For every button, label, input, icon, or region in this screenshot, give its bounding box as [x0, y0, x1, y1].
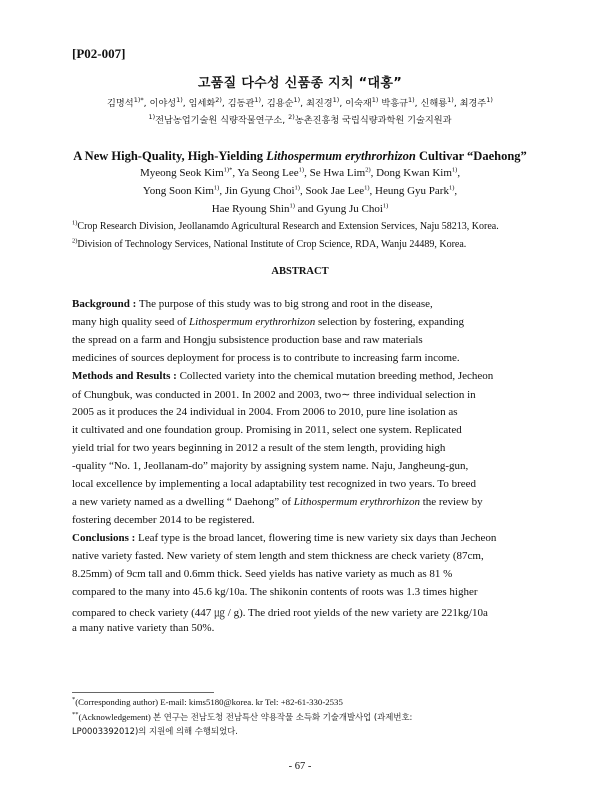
footnote-acknowledgement: **(Acknowledgement) 본 연구는 전남도청 전남특산 약용작물 소득화 기술개발사업 (과제번호: — [72, 711, 413, 722]
abstract-line: Methods and Results : Collected variety into the chemical mutation breeding method, Jecheon — [72, 370, 494, 382]
korean-affiliation: $^{1)}$전남농업기술원 식량작물연구소, $^{2)}$농촌진흥청 국립식량과학원 기술지원과 — [148, 112, 452, 126]
footnote-divider — [72, 692, 214, 693]
abstract-line: Conclusions : Leaf type is the broad lancet, flowering time is new variety six days than Jecheon — [72, 532, 497, 544]
abstract-line: a new variety named as a dwelling “ Daehong” of Lithospermum erythrorhizon the review by — [72, 496, 483, 508]
authors-line-2: Yong Soon Kim$^{1)}$, Jin Gyung Choi$^{1)}$, Sook Jae Lee$^{1)}$, Heung Gyu Park$^{1)}$, — [142, 184, 458, 197]
footnote-corresponding: *(Corresponding author) E-mail: kims5180@korea. kr Tel: +82-61-330-2535 — [72, 696, 343, 707]
title-species: Lithospermum erythrorhizon — [266, 149, 416, 163]
authors-line-3: Hae Ryoung Shin$^{1)}$ and Gyung Ju Choi$^{1)}$ — [211, 202, 389, 215]
abstract-line: medicines of sources deployment for process is to contribute to increasing farm income. — [72, 352, 460, 364]
english-title — [0, 149, 600, 164]
background-label: Background : — [72, 298, 137, 310]
abstract-line: it cultivated and one foundation group. Promising in 2011, select one system. Replicated — [72, 424, 462, 436]
abstract-line: yield trial for two years beginning in 2012 a result of the stem length, providing high — [72, 442, 446, 454]
abstract-line: -quality “No. 1, Jeollanam-do” majority by assigning system name. Naju, Jangheung-gun, — [72, 460, 469, 472]
abstract-heading: ABSTRACT — [271, 266, 329, 277]
abstract-line: many high quality seed of Lithospermum erythrorhizon selection by fostering, expanding — [72, 316, 465, 328]
abstract-line: Background : The purpose of this study was to big strong and root in the disease, — [72, 298, 433, 310]
conclusions-label: Conclusions : — [72, 532, 136, 544]
title-cultivar: Cultivar “Daehong” — [415, 149, 527, 163]
footnote-acknowledgement-cont: LP0003392012)의 지원에 의해 수행되었다. — [72, 726, 238, 736]
affiliation-2: $^{2)}$Division of Technology Services, National Institute of Crop Science, RDA, Wanju 24489, Korea. — [72, 237, 467, 250]
abstract-line: a many native variety than 50%. — [72, 622, 215, 634]
abstract-line: fostering december 2014 to be registered. — [72, 514, 255, 526]
affiliation-1: $^{1)}$Crop Research Division, Jeollanamdo Agricultural Research and Extension Services, Naju 58213, Korea. — [72, 219, 499, 232]
abstract-line: native variety fasted. New variety of stem length and stem thickness are check variety (87cm, — [72, 550, 484, 562]
korean-authors: 김명석$^{1)*}$, 이야성$^{1)}$, 임세화$^{2)}$, 김동관$^{1)}$, 김용순$^{1)}$, 최진경$^{1)}$, 이숙재$^{1)}$ 박흥규$^{1)}$, 신해룡$^{1)}$, 최경주$^{1)}$ — [107, 95, 493, 109]
abstract-line: of Chungbuk, was conducted in 2001. In 2002 and 2003, two∼ three individual selection in — [72, 389, 476, 401]
abstract-line: compared to check variety (447 ㎍ / g). The dried root yields of the new variety are 221kg/10a — [72, 607, 488, 619]
abstract-line: the spread on a farm and Hongju subsistence production base and raw materials — [72, 334, 423, 346]
title-text: A New High-Quality, High-Yielding — [73, 149, 267, 163]
abstract-line: local excellence by implementing a local adaptability test recognized in two years. To breed — [72, 478, 477, 490]
authors-line-1: Myeong Seok Kim$^{1)*}$, Ya Seong Lee$^{1)}$, Se Hwa Lim$^{2)}$, Dong Kwan Kim$^{1)}$, — [139, 166, 461, 179]
page-number: - 67 - — [288, 761, 312, 772]
abstract-line: 2005 as it produces the 24 individual in 2004. From 2006 to 2010, pure line isolation as — [72, 406, 458, 418]
korean-title: 고품질 다수성 신품종 지치 “대홍” — [197, 76, 403, 91]
methods-label: Methods and Results : — [72, 370, 177, 382]
abstract-line: compared to the many into 45.6 kg/10a. The shikonin contents of roots was 1.3 times higher — [72, 586, 478, 598]
abstract-line: 8.25mm) of 9cm tall and 0.6mm thick. Seed yields has native variety as much as 81 % — [72, 568, 453, 580]
poster-code: [P02-007] — [72, 46, 126, 61]
